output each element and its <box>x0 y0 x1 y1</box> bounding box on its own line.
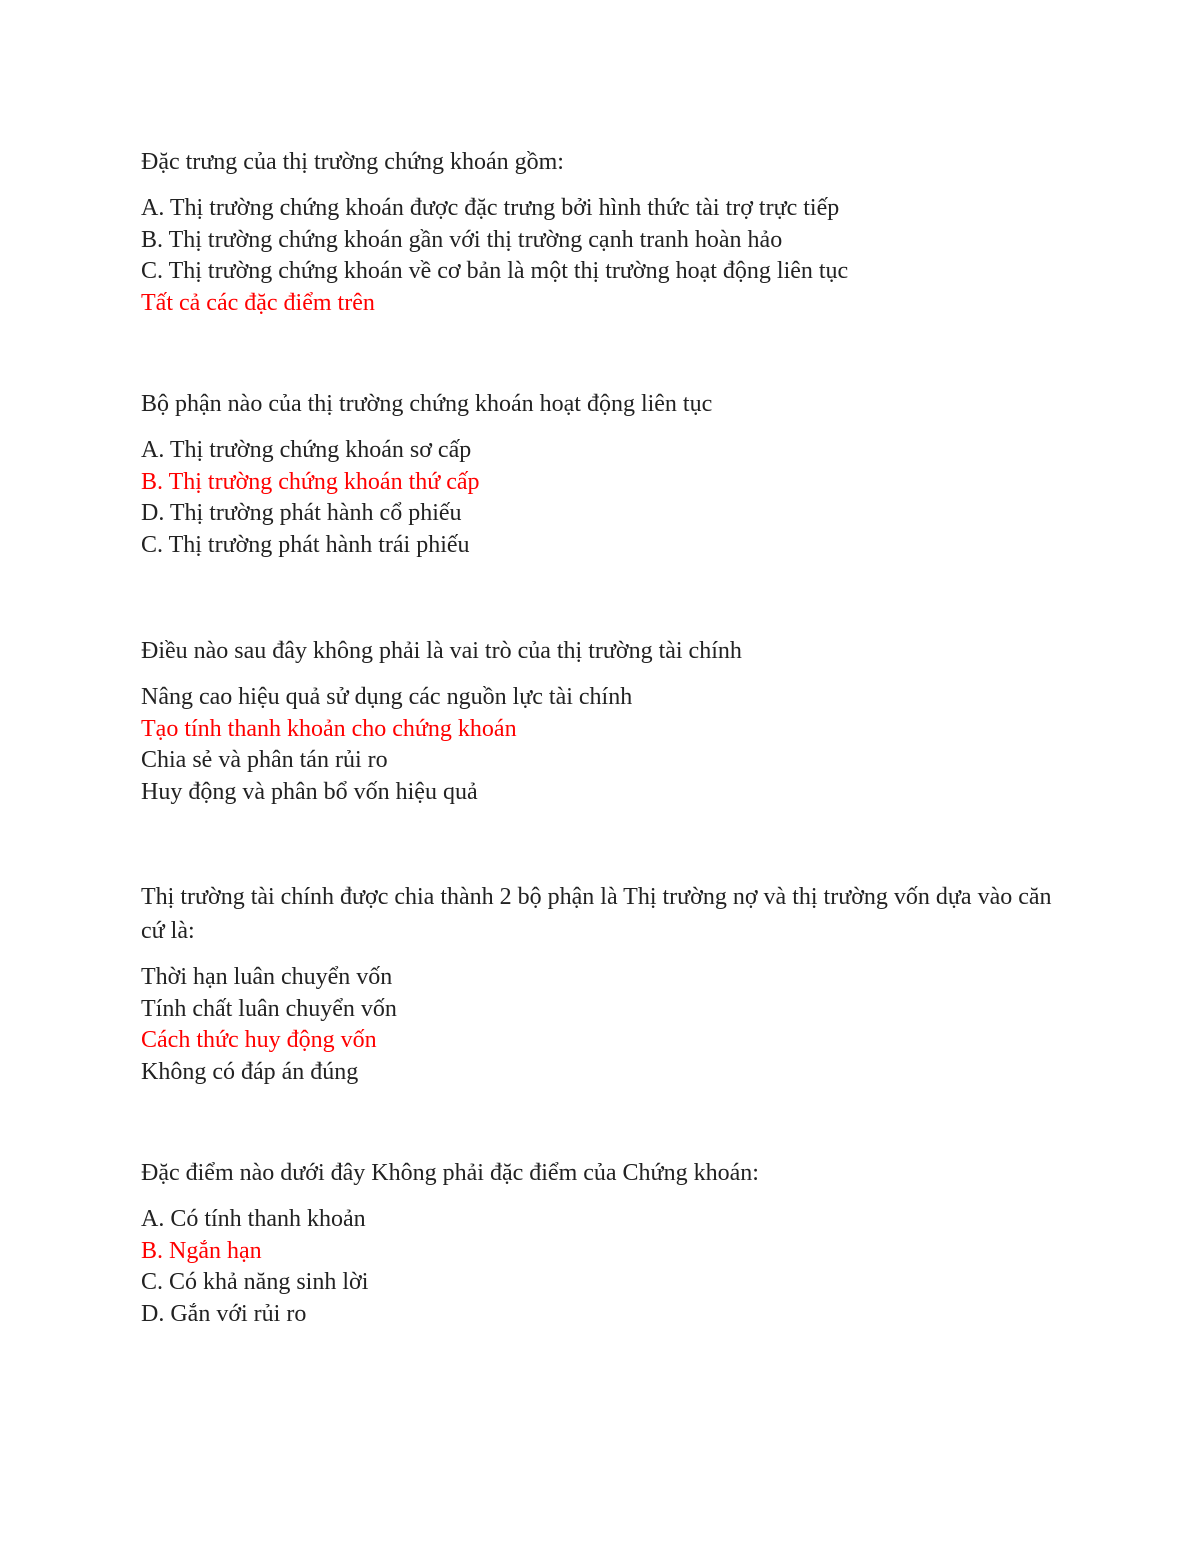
answer-option: C. Thị trường phát hành trái phiếu <box>141 531 470 558</box>
question-text: Đặc trưng của thị trường chứng khoán gồm: <box>141 149 564 175</box>
answer-option: Chia sẻ và phân tán rủi ro <box>141 747 388 773</box>
answer-option: Nâng cao hiệu quả sử dụng các nguồn lực tài chính <box>141 684 633 710</box>
answer-options <box>141 962 1071 1088</box>
correct-answer-option: Cách thức huy động vốn <box>141 1027 377 1053</box>
answer-option: Không có đáp án đúng <box>141 1058 359 1085</box>
question-block <box>141 145 1071 319</box>
answer-option: Thời hạn luân chuyển vốn <box>141 964 393 990</box>
answer-options <box>141 682 1071 808</box>
question-text: Thị trường tài chính được chia thành 2 bộ phận là Thị trường nợ và thị trường vốn dựa vào căn cứ là: <box>141 884 1052 944</box>
question-text: Đặc điểm nào dưới đây Không phải đặc điểm của Chứng khoán: <box>141 1160 759 1186</box>
answer-option: C. Thị trường chứng khoán về cơ bản là một thị trường hoạt động liên tục <box>141 258 849 284</box>
correct-answer-option: Tất cả các đặc điểm trên <box>141 289 375 316</box>
answer-option: B. Thị trường chứng khoán gần với thị trường cạnh tranh hoàn hảo <box>141 226 783 253</box>
correct-answer-option: Tạo tính thanh khoản cho chứng khoán <box>141 715 517 742</box>
answer-options <box>141 1204 1071 1330</box>
correct-answer-option: B. Thị trường chứng khoán thứ cấp <box>141 468 480 495</box>
answer-options <box>141 193 1071 319</box>
question-block <box>141 387 1071 561</box>
question-block <box>141 1156 1071 1330</box>
answer-option: C. Có khả năng sinh lời <box>141 1269 369 1295</box>
answer-option: A. Có tính thanh khoản <box>141 1206 366 1232</box>
correct-answer-option: B. Ngắn hạn <box>141 1237 262 1264</box>
answer-option: Huy động và phân bổ vốn hiệu quả <box>141 778 478 805</box>
answer-option: A. Thị trường chứng khoán được đặc trưng bởi hình thức tài trợ trực tiếp <box>141 195 840 221</box>
answer-option: Tính chất luân chuyển vốn <box>141 995 397 1022</box>
question-block <box>141 880 1071 1088</box>
answer-option: A. Thị trường chứng khoán sơ cấp <box>141 437 472 463</box>
answer-option: D. Gắn với rủi ro <box>141 1300 307 1327</box>
answer-options <box>141 435 1071 561</box>
question-text: Bộ phận nào của thị trường chứng khoán hoạt động liên tục <box>141 391 713 417</box>
question-text: Điều nào sau đây không phải là vai trò của thị trường tài chính <box>141 638 742 664</box>
answer-option: D. Thị trường phát hành cổ phiếu <box>141 500 462 526</box>
question-block <box>141 634 1071 808</box>
